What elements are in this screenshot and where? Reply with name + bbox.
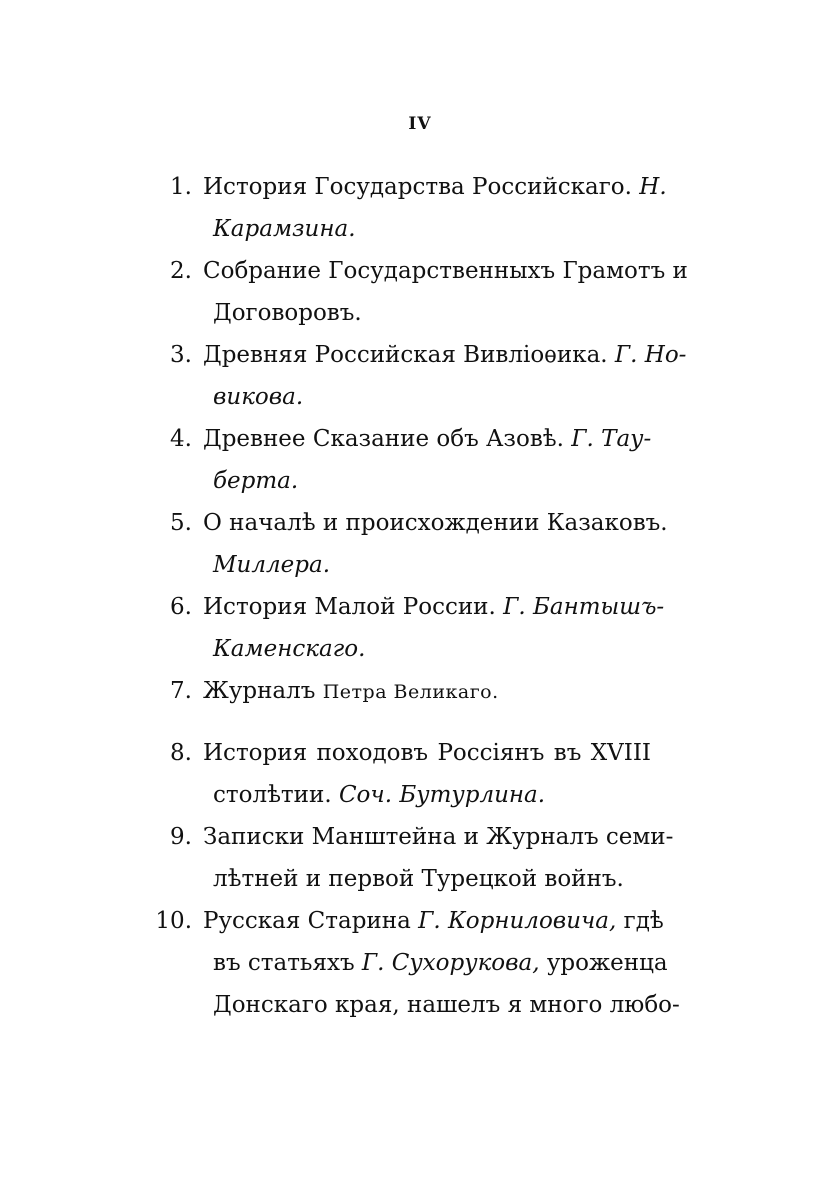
entry-number: 3. [170, 342, 192, 368]
entry-author: Соч. Бутурлина. [338, 782, 546, 808]
entry-text-run: Донскаго края, нашелъ я много любо- [213, 992, 680, 1018]
entry-author: Г. Тау- [571, 426, 652, 452]
entry-title: Собрание Государственныхъ Грамотъ и [203, 258, 688, 284]
entry-number: 2. [170, 258, 192, 284]
entry-text [203, 334, 687, 418]
entry-author: Г. Корниловича, [418, 908, 617, 934]
entry-number: 1. [170, 174, 192, 200]
list-item [0, 250, 840, 334]
entry-title-continued: Договоровъ. [213, 300, 362, 326]
entry-title: История Государства Российскаго. [203, 174, 632, 200]
entry-text-run: уроженца [546, 950, 668, 976]
entry-text [203, 900, 680, 1026]
entry-number: 10. [155, 908, 192, 934]
entry-title: История походовъ Россіянъ въ XVIII [203, 740, 651, 766]
entry-text [203, 166, 667, 250]
entry-line [203, 418, 651, 460]
entry-author-continued: викова. [213, 384, 304, 410]
entry-text [203, 670, 651, 712]
entry-line [203, 586, 665, 628]
entry-line [203, 900, 664, 942]
entry-title: Древнее Сказание объ Азовѣ. [203, 426, 564, 452]
entry-title-continued: лѣтней и первой Турецкой войнъ. [213, 866, 624, 892]
entry-text [203, 586, 665, 670]
entry-number: 8. [170, 740, 192, 766]
entry-author: Миллера. [213, 552, 331, 578]
entry-line [203, 774, 651, 816]
entry-title-continued: столѣтии. [213, 782, 332, 808]
entry-text [203, 418, 651, 502]
list-item [0, 418, 840, 502]
entry-number: 6. [170, 594, 192, 620]
entry-text [203, 250, 688, 334]
entry-text-run: въ статьяхъ [213, 950, 355, 976]
entry-line [203, 334, 687, 376]
list-item [0, 334, 840, 418]
entry-author-continued: Каменскаго. [213, 636, 366, 662]
entry-author-continued: берта. [213, 468, 299, 494]
entry-author: Г. Но- [614, 342, 687, 368]
entry-line [203, 942, 668, 984]
list-item [0, 900, 840, 1026]
list-item [0, 816, 840, 900]
list-item [0, 166, 840, 250]
list-item [0, 502, 840, 586]
entry-title: История Малой России. [203, 594, 496, 620]
entry-title: Русская Старина [203, 908, 411, 934]
entry-author: Г. Сухорукова, [361, 950, 540, 976]
list-item [0, 586, 840, 670]
entry-text [203, 816, 674, 900]
bibliography-list [0, 166, 840, 1026]
list-item [0, 732, 840, 816]
entry-number: 5. [170, 510, 192, 536]
entry-title: Журналъ [203, 678, 316, 704]
entry-title: О началѣ и происхождении Казаковъ. [203, 510, 668, 536]
entry-author-continued: Карамзина. [213, 216, 356, 242]
entry-title: Записки Манштейна и Журналъ семи- [203, 824, 674, 850]
entry-title-smallcaps: Петра Великаго. [322, 681, 499, 703]
entry-author: Г. Бантышъ- [503, 594, 665, 620]
entry-number: 4. [170, 426, 192, 452]
entry-number: 9. [170, 824, 192, 850]
entry-text [203, 732, 651, 816]
entry-text [203, 502, 668, 586]
page-header-number: IV [408, 114, 432, 134]
entry-title: Древняя Российская Вивліоѳика. [203, 342, 608, 368]
list-item [0, 670, 840, 732]
entry-number: 7. [170, 678, 192, 704]
entry-author: Н. [639, 174, 667, 200]
entry-line [203, 670, 651, 712]
entry-text-run: гдѣ [623, 908, 664, 934]
entry-line [203, 166, 667, 208]
